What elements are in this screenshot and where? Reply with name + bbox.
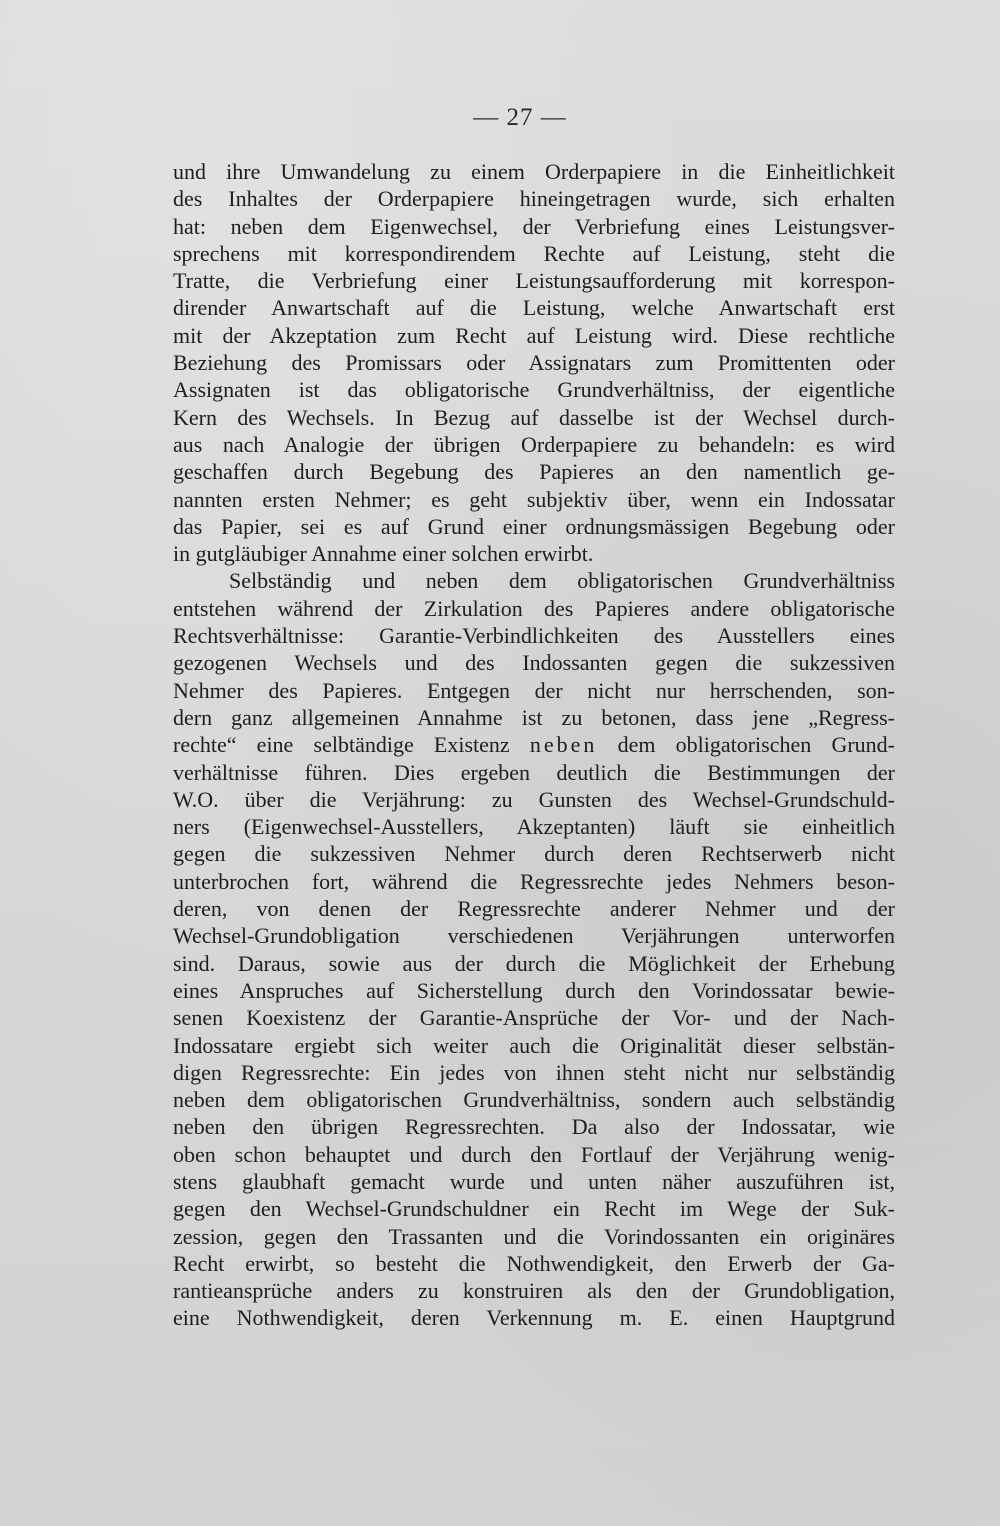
- text-line: gezogenen Wechsels und des Indossanten gegen die sukzessiven: [173, 650, 895, 676]
- text-line: Recht erwirbt, so besteht die Nothwendigkeit, den Erwerb der Ga-: [173, 1250, 895, 1276]
- spaced-emphasis: neben: [529, 732, 598, 758]
- text-line: Selbständig und neben dem obligatorischen Grundverhältniss: [229, 568, 895, 594]
- text-line: Kern des Wechsels. In Bezug auf dasselbe ist der Wechsel durch-: [173, 404, 895, 430]
- text-line: Wechsel-Grundobligation verschiedenen Verjährungen unterworfen: [173, 923, 895, 949]
- text-line: entstehen während der Zirkulation des Papieres andere obligatorische: [173, 595, 895, 621]
- text-line: sind. Daraus, sowie aus der durch die Möglichkeit der Erhebung: [173, 950, 895, 976]
- text-line: unterbrochen fort, während die Regressrechte jedes Nehmers beson-: [173, 868, 895, 894]
- text-line: gegen den Wechsel-Grundschuldner ein Recht im Wege der Suk-: [173, 1196, 895, 1222]
- text-line: hat: neben dem Eigenwechsel, der Verbriefung eines Leistungsver-: [173, 213, 895, 239]
- text-line: W.O. über die Verjährung: zu Gunsten des Wechsel-Grundschuld-: [173, 786, 895, 812]
- text-line: deren, von denen der Regressrechte anderer Nehmer und der: [173, 896, 895, 922]
- text-line: rantieansprüche anders zu konstruiren als den der Grundobligation,: [173, 1278, 895, 1304]
- text-fragment: dem obligatorischen Grund-: [597, 732, 895, 758]
- text-line: Beziehung des Promissars oder Assignatars zum Promittenten oder: [173, 350, 895, 376]
- text-line: aus nach Analogie der übrigen Orderpapiere zu behandeln: es wird: [173, 431, 895, 457]
- text-line: das Papier, sei es auf Grund einer ordnungsmässigen Begebung oder: [173, 513, 895, 539]
- text-line: oben schon behauptet und durch den Fortlauf der Verjährung wenig-: [173, 1141, 895, 1167]
- text-line: Indossatare ergiebt sich weiter auch die Originalität dieser selbstän-: [173, 1032, 895, 1058]
- text-line: in gutgläubiger Annahme einer solchen erwirbt.: [173, 541, 594, 567]
- body-text: [173, 158, 895, 1332]
- text-line: Tratte, die Verbriefung einer Leistungsaufforderung mit korrespon-: [173, 268, 895, 294]
- text-line: digen Regressrechte: Ein jedes von ihnen steht nicht nur selbständig: [173, 1059, 895, 1085]
- text-line: stens glaubhaft gemacht wurde und unten näher auszuführen ist,: [173, 1168, 895, 1194]
- text-line: neben dem obligatorischen Grundverhältniss, sondern auch selbständig: [173, 1087, 895, 1113]
- text-line: dirender Anwartschaft auf die Leistung, welche Anwartschaft erst: [173, 295, 895, 321]
- text-line: nannten ersten Nehmer; es geht subjektiv über, wenn ein Indossatar: [173, 486, 895, 512]
- text-line: geschaffen durch Begebung des Papieres an den namentlich ge-: [173, 459, 895, 485]
- text-line: zession, gegen den Trassanten und die Vorindossanten ein originäres: [173, 1223, 895, 1249]
- text-line: verhältnisse führen. Dies ergeben deutlich die Bestimmungen der: [173, 759, 895, 785]
- page-number: — 27 —: [473, 104, 567, 131]
- text-line: senen Koexistenz der Garantie-Ansprüche der Vor- und der Nach-: [173, 1005, 895, 1031]
- text-line: gegen die sukzessiven Nehmer durch deren Rechtserwerb nicht: [173, 841, 895, 867]
- text-line: neben den übrigen Regressrechten. Da also der Indossatar, wie: [173, 1114, 895, 1140]
- text-line: Nehmer des Papieres. Entgegen der nicht nur herrschenden, son-: [173, 677, 895, 703]
- text-line: dern ganz allgemeinen Annahme ist zu betonen, dass jene „Regress-: [173, 704, 895, 730]
- text-line: eine Nothwendigkeit, deren Verkennung m. E. einen Hauptgrund: [173, 1305, 895, 1331]
- text-line: ners (Eigenwechsel-Ausstellers, Akzeptanten) läuft sie einheitlich: [173, 814, 895, 840]
- text-line: mit der Akzeptation zum Recht auf Leistung wird. Diese rechtliche: [173, 322, 895, 348]
- text-line: des Inhaltes der Orderpapiere hineingetragen wurde, sich erhalten: [173, 186, 895, 212]
- text-line: Rechtsverhältnisse: Garantie-Verbindlichkeiten des Ausstellers eines: [173, 623, 895, 649]
- text-fragment: rechte“ eine selbtändige Existenz: [173, 732, 530, 758]
- text-line: [173, 731, 895, 758]
- text-line: und ihre Umwandelung zu einem Orderpapiere in die Einheitlichkeit: [173, 159, 895, 184]
- text-line: Assignaten ist das obligatorische Grundverhältniss, der eigentliche: [173, 377, 895, 403]
- text-line: sprechens mit korrespondirendem Rechte auf Leistung, steht die: [173, 240, 895, 266]
- text-line: eines Anspruches auf Sicherstellung durch den Vorindossatar bewie-: [173, 977, 895, 1003]
